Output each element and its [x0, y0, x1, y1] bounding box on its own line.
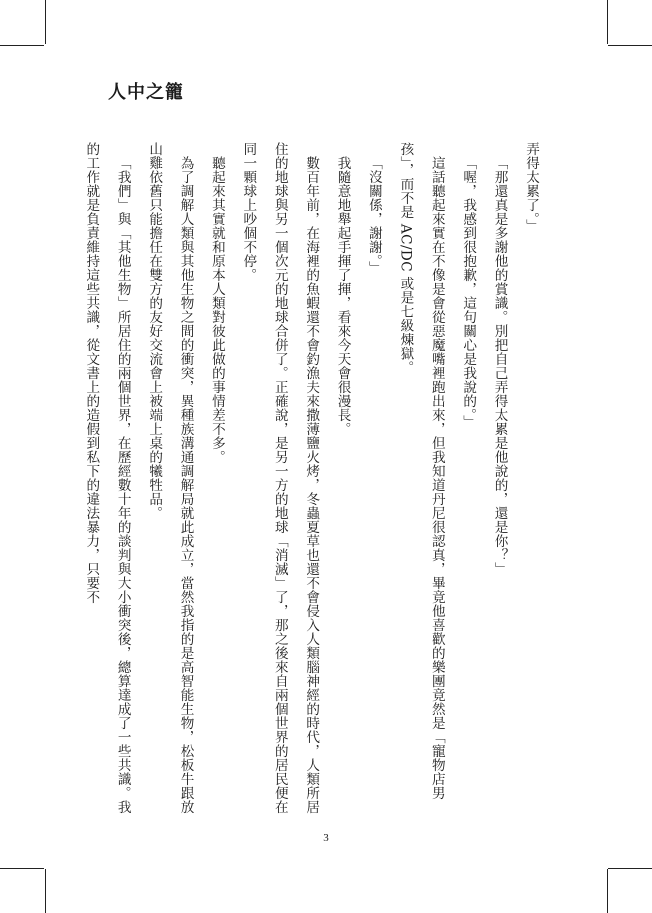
- paragraph: 「那還真是多謝他的賞識。別把自己弄得太累是他說的，還是你？」: [491, 155, 508, 576]
- crop-mark-top-right-v: [607, 0, 608, 44]
- crop-mark-bottom-left-h: [0, 868, 44, 869]
- crop-mark-top-right-h: [608, 45, 652, 46]
- paragraph: 這話聽起來實在不像是會從惡魔嘴裡跑出來，但我知道丹尼很認真，畢竟他喜歡的樂團竟然是「寵物店男孩」，而不是 AC/DC 或是七級煉獄。: [397, 142, 445, 800]
- page-number: 3: [323, 832, 329, 844]
- crop-mark-top-left-h: [0, 45, 44, 46]
- paragraph: 弄得太累了。」: [523, 142, 539, 234]
- book-title: 人中之籠: [108, 82, 184, 103]
- paragraph: 數百年前，在海裡的魚蝦還不會釣漁夫來撒薄鹽火烤，冬蟲夏草也還不會侵入人類腦神經的時代，人類所居住的地球與另一個次元的地球合併了。正確說，是另一方的地球「消滅」了，那之後來自兩個世界的居民便在同一顆球上吵個不停。: [240, 142, 320, 814]
- paragraph: 「沒關係，謝謝。」: [365, 155, 382, 275]
- crop-mark-bottom-right-h: [608, 868, 652, 869]
- paragraph: 「喔，我感到很抱歉，這句關心是我說的。」: [460, 155, 477, 429]
- paragraph: 我隨意地舉起手揮了揮，看來今天會很漫長。: [334, 155, 351, 436]
- crop-mark-top-left-v: [45, 0, 46, 44]
- paragraph: 「我們」與「其他生物」所居住的兩個世界，在歷經數十年的談判與大小衝突後，總算達成了一些共識。我的工作就是負責維持這些共識，從文書上的造假到私下的違法暴力，只要不: [83, 142, 131, 814]
- crop-mark-bottom-right-v: [607, 869, 608, 913]
- paragraph: 聽起來其實就和原本人類對彼此做的事情差不多。: [208, 155, 225, 464]
- paragraph: 為了調解人類與其他生物之間的衝突，異種族溝通調解局就此成立，當然我指的是高智能生物，松板牛跟放山雞依舊只能擔任在雙方的友好交流會上被端上桌的犧牲品。: [146, 142, 194, 814]
- crop-mark-bottom-left-v: [45, 869, 46, 913]
- body-text: [83, 142, 546, 822]
